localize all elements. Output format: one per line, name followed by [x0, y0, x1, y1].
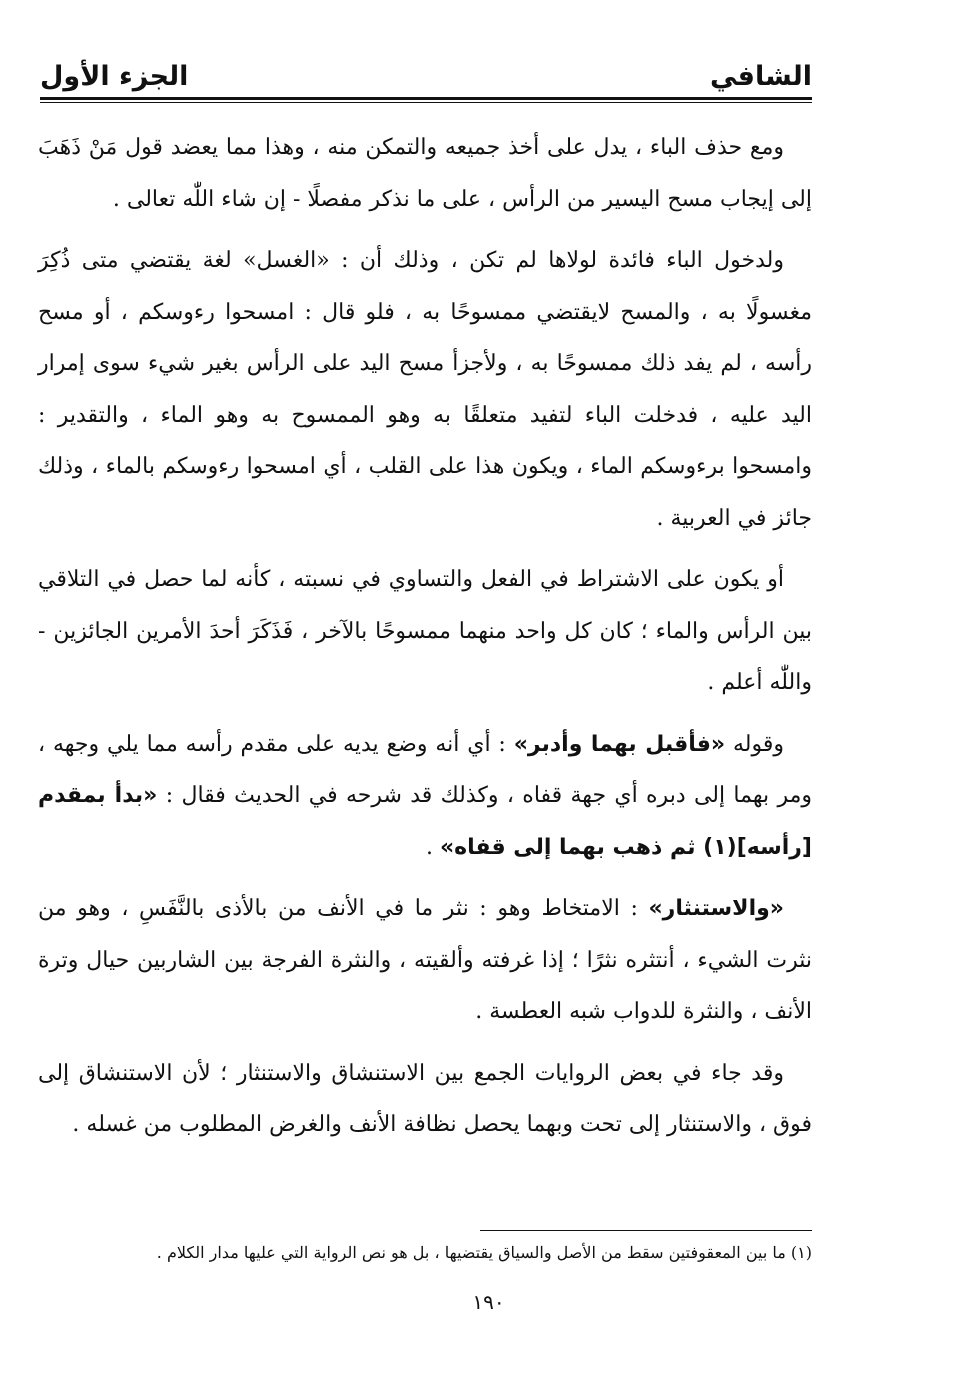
header-rule-thick	[40, 97, 812, 100]
term-istinthar: «والاستنثار»	[648, 896, 784, 921]
paragraph-2: ولدخول الباء فائدة لولاها لم تكن ، وذلك أن : «الغسل» لغة يقتضي متى ذُكِرَ مغسولًا به ، والمسح لايقتضي ممسوحًا به ، فلو قال : امسحوا رءوسكم ، أو مسح رأسه ، لم يفد ذلك ممسوحًا به ، ولأجزأ مسح اليد على الرأس بغير شيء سوى إمرار اليد عليه ، فدخلت الباء لتفيد متعلقًا به وهو الممسوح به وهو الماء ، والتقدير : وامسحوا برءوسكم الماء ، ويكون هذا على القلب ، أي امسحوا رءوسكم بالماء ، وذلك جائز في العربية .	[38, 248, 812, 531]
main-text	[38, 122, 812, 1161]
paragraph-4-end: .	[425, 834, 440, 860]
paragraph-4	[38, 719, 812, 874]
paragraph-5	[38, 883, 812, 1038]
header-rule-thin	[40, 102, 812, 103]
hadith-quote-2: «بدأ بمقدم [رأسه](١) ثم ذهب بهما إلى قفاه»	[38, 783, 812, 860]
paragraph-4-intro: وقوله	[725, 731, 784, 757]
paragraph-5-body: : الامتخاط وهو : نثر ما في الأنف من بالأذى بالنَّفَسِ ، وهو من نثرت الشيء ، أنتثره نثرًا ؛ إذا غرفته وألقيته ، والنثرة الفرجة بين الشاربين حيال وترة الأنف ، والنثرة للدواب شبه العطسة .	[38, 896, 812, 1024]
running-header	[40, 52, 812, 92]
paragraph-4-body: : أي أنه وضع يديه على مقدم رأسه مما يلي وجهه ، ومر بهما إلى دبره أي جهة قفاه ، وكذلك قد شرحه في الحديث فقال :	[38, 731, 812, 808]
paragraph-1: ومع حذف الباء ، يدل على أخذ جميعه والتمكن منه ، وهذا مما يعضد قول مَنْ ذَهَبَ إلى إيجاب مسح اليسير من الرأس ، على ما نذكر مفصلًا - إن شاء اللّٰه تعالى .	[38, 135, 812, 212]
paragraph-3: أو يكون على الاشتراط في الفعل والتساوي في نسبته ، كأنه لما حصل في التلاقي بين الرأس والماء ؛ كان كل واحد منهما ممسوحًا بالآخر ، فَذَكَرَ أحدَ الأمرين الجائزين - واللّٰه أعلم .	[38, 567, 812, 695]
paragraph-6: وقد جاء في بعض الروايات الجمع بين الاستنشاق والاستنثار ؛ لأن الاستنشاق إلى فوق ، والاستنثار إلى تحت وبهما يحصل نظافة الأنف والغرض المطلوب من غسله .	[38, 1060, 812, 1137]
footnote: (١) ما بين المعقوفتين سقط من الأصل والسياق يقتضيها ، بل هو نص الرواية التي عليها مدار الكلام .	[156, 1243, 812, 1262]
hadith-quote-1: «فأقبل بهما وأدبر»	[513, 731, 726, 757]
footnote-rule	[480, 1230, 812, 1231]
page-number: ١٩٠	[472, 1290, 505, 1314]
header-book-title: الشافي	[709, 61, 812, 92]
header-volume-title: الجزء الأول	[40, 61, 189, 92]
